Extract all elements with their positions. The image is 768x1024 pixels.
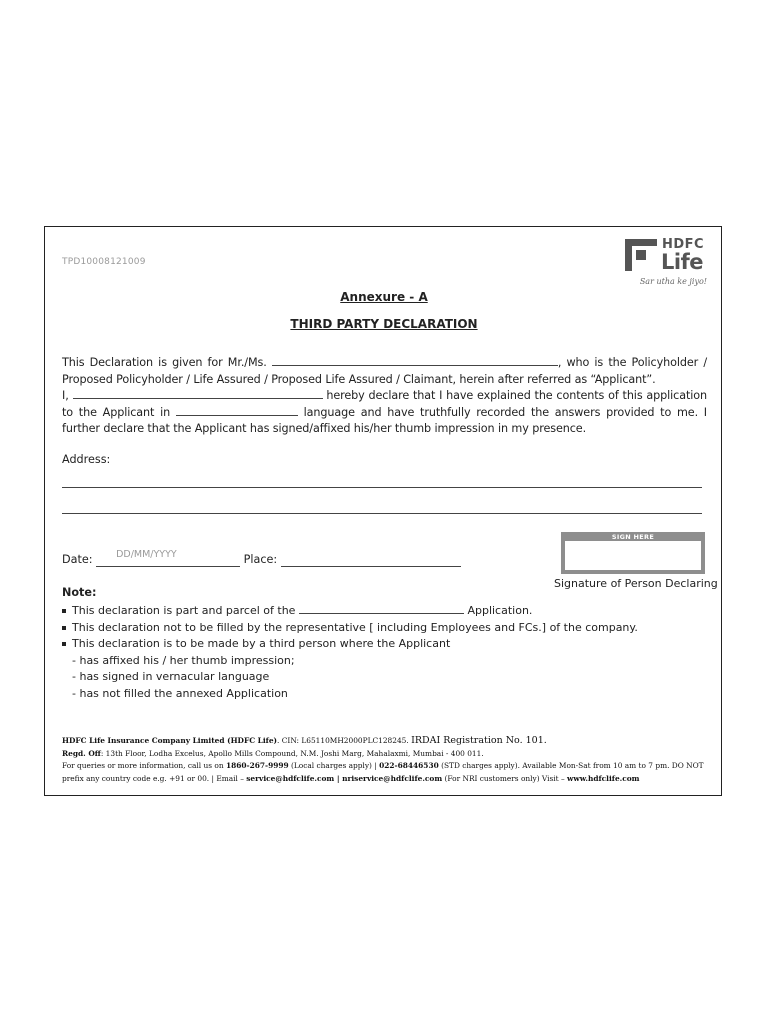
footer-email-nri[interactable]: nriservice@hdfclife.com: [342, 773, 443, 783]
footer-queries-b: (Local charges apply) |: [288, 761, 380, 770]
declaration-text-1b: , who is the Policyholder / Proposed Policyholder / Life Assured / Proposed Life Assured / Claimant, herein after referred as “Applicant”.: [62, 356, 707, 386]
note-label: Note:: [62, 586, 97, 599]
page-subtitle: [45, 317, 723, 331]
annexure-heading: Annexure - A: [340, 290, 428, 304]
hdfc-life-logo: [625, 237, 709, 291]
footer-queries-a: For queries or more information, call us on: [62, 761, 226, 770]
logo-mark-icon: [625, 239, 657, 271]
declaration-text-1a: This Declaration is given for Mr./Ms.: [62, 356, 272, 369]
footer-company: HDFC Life Insurance Company Limited (HDFC Life): [62, 736, 278, 745]
footer-irdai: IRDAI Registration No. 101.: [411, 735, 547, 746]
application-name-field[interactable]: [299, 613, 464, 614]
address-line-1[interactable]: [62, 487, 702, 488]
declaration-form: [44, 226, 722, 796]
sign-here-label: SIGN HERE: [611, 533, 655, 541]
logo-tagline: Sar utha ke jiyo!: [639, 277, 707, 286]
address-label: Address:: [62, 453, 111, 466]
language-field[interactable]: [176, 415, 298, 416]
note-1a: This declaration is part and parcel of the: [72, 604, 299, 617]
signature-area[interactable]: [565, 541, 701, 570]
footer-regd-address: : 13th Floor, Lodha Excelus, Apollo Mills Compound, N.M. Joshi Marg, Mahalaxmi, Mumbai - 400 011.: [100, 748, 484, 758]
place-label: Place:: [240, 553, 281, 566]
footer-queries-c: (STD charges apply). Available Mon-Sat from 10 am to 7 pm. DO NOT prefix any country code e.g. +91 or 00. | Email –: [62, 761, 704, 783]
footer-cin: . CIN: L65110MH2000PLC128245.: [277, 736, 412, 745]
third-party-name-field[interactable]: [73, 398, 323, 399]
footer-phone-1: 1860-267-9999: [225, 761, 289, 770]
footer-phone-2: 022-68446530: [379, 761, 439, 770]
notes-list: [62, 603, 707, 702]
declaration-text-2c: language and have truthfully recorded the answers provided to me. I further declare that the Applicant has signed/affixed his/her thumb impression in my presence.: [62, 405, 707, 435]
logo-brand-bottom: Life: [661, 250, 703, 274]
note-item: [62, 603, 707, 620]
footer-regd-label: Regd. Off: [62, 748, 101, 758]
footer: [62, 735, 712, 785]
footer-sep: |: [334, 773, 343, 783]
declaration-text-2a: I,: [62, 389, 73, 402]
declarant-name-field[interactable]: [272, 365, 558, 366]
logo-brand-top: HDFC: [662, 237, 705, 252]
date-label: Date:: [62, 553, 97, 566]
declaration-text-2b: hereby declare that I have explained the contents of this application to the Applicant in: [62, 389, 707, 419]
declaration-text: [62, 355, 707, 438]
declaration-heading: THIRD PARTY DECLARATION: [290, 317, 478, 331]
signature-box[interactable]: [561, 532, 705, 574]
note-item: This declaration is to be made by a third person where the Applicant: [62, 636, 707, 653]
note-item: This declaration not to be filled by the representative [ including Employees and FCs.] of the company.: [62, 620, 707, 637]
date-place-row: [62, 549, 461, 567]
place-field[interactable]: [281, 553, 461, 567]
footer-queries-d: (For NRI customers only) Visit –: [442, 773, 568, 783]
footer-website-link[interactable]: www.hdfclife.com: [567, 773, 640, 783]
form-id: TPD10008121009: [62, 257, 146, 267]
page-title: [45, 290, 723, 304]
date-field[interactable]: [96, 549, 240, 567]
date-placeholder: DD/MM/YYYY: [116, 549, 177, 560]
note-sub-item: - has signed in vernacular language: [72, 670, 270, 683]
note-1b: Application.: [463, 604, 533, 617]
address-line-2[interactable]: [62, 513, 702, 514]
note-sub-item: - has not filled the annexed Application: [72, 686, 288, 700]
footer-email-service[interactable]: service@hdfclife.com: [246, 773, 335, 783]
signature-label: Signature of Person Declaring: [554, 577, 718, 590]
note-sub-item: - has affixed his / her thumb impression;: [72, 653, 295, 667]
